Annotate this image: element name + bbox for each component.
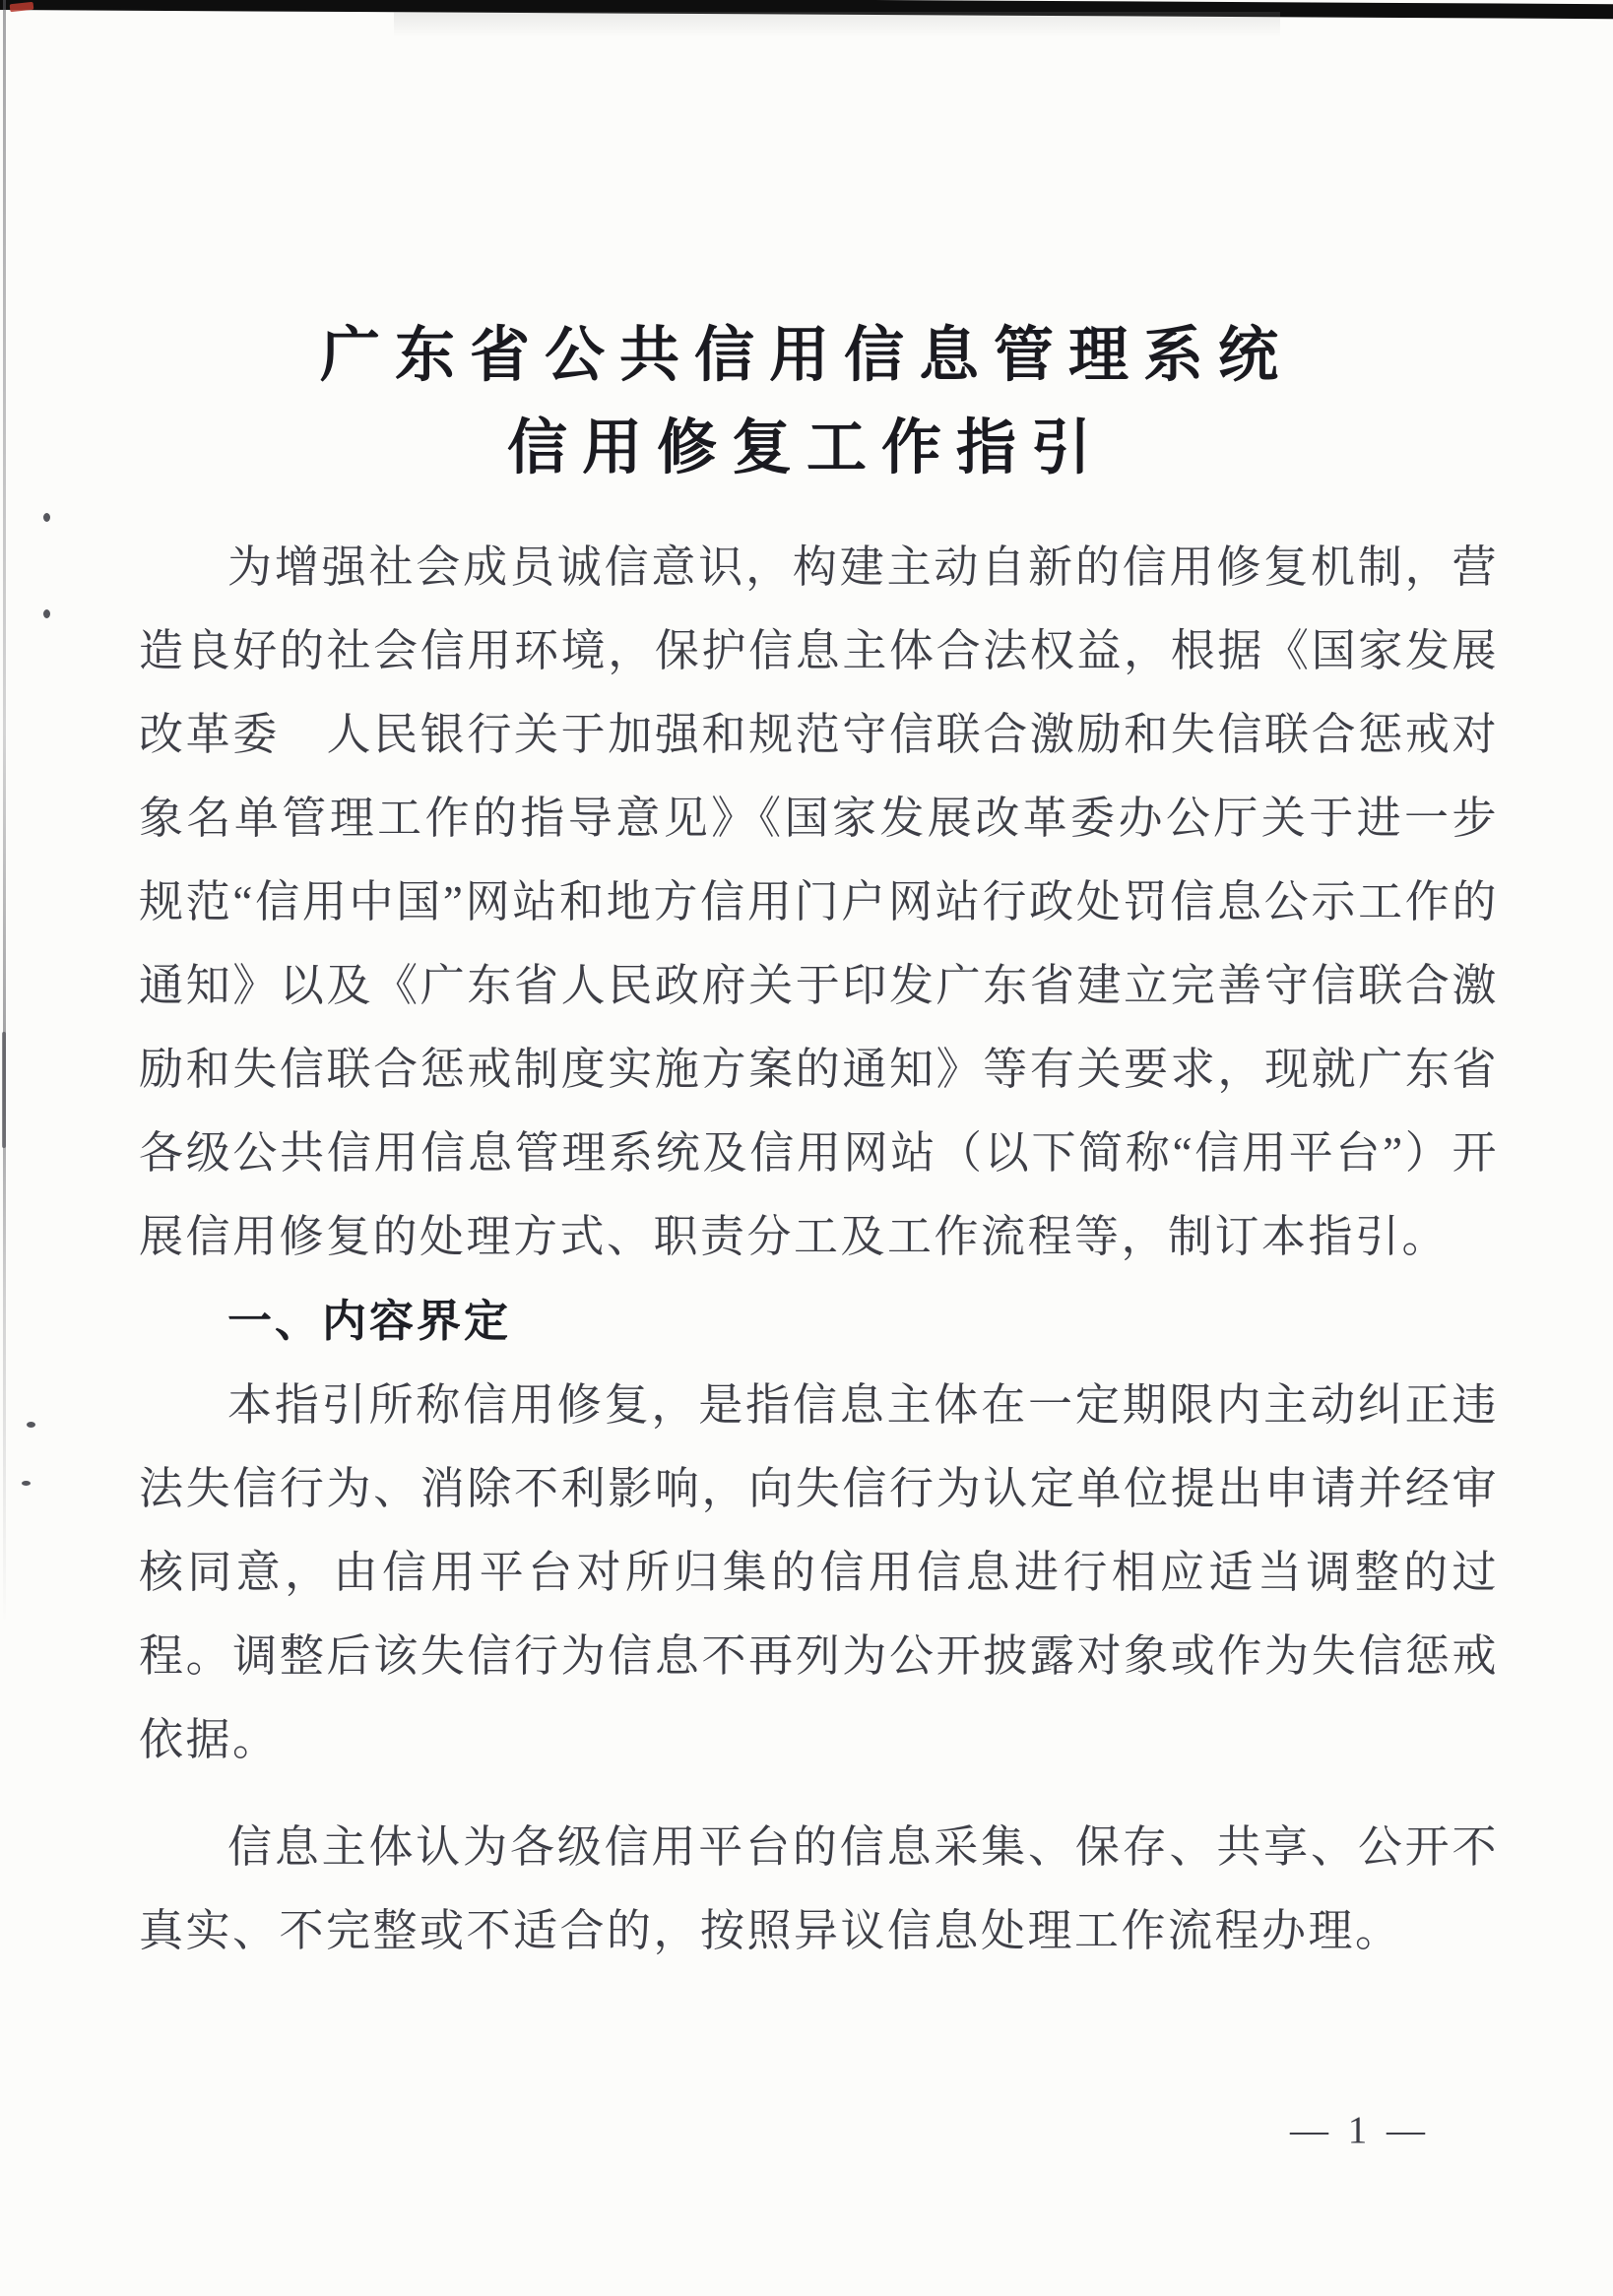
objection-paragraph: 信息主体认为各级信用平台的信息采集、保存、共享、公开不真实、不完整或不适合的，按照异议信息处理工作流程办理。 [139,1822,1499,1955]
scan-speck [43,609,50,618]
document-title-line2: 信用修复工作指引 [506,413,1106,480]
scan-artifact-left-dark-segment [2,1032,6,1148]
definition-paragraph: 本指引所称信用修复，是指信息主体在一定期限内主动纠正违法失信行为、消除不利影响，向失信行为认定单位提出申请并经审核同意，由信用平台对所归集的信用信息进行相应适当调整的过程。调整后该失信行为信息不再列为公开披露对象或作为失信惩戒依据。 [139,1380,1499,1764]
scan-shadow [394,12,1280,37]
document-title-line1: 广东省公共信用信息管理系统 [319,320,1293,388]
scan-artifact-red-mark [10,2,34,12]
scan-speck [43,513,50,522]
section-heading-content-definition: 一、内容界定 [227,1296,512,1346]
intro-paragraph: 为增强社会成员诚信意识，构建主动自新的信用修复机制，营造良好的社会信用环境，保护信息主体合法权益，根据《国家发展改革委 人民银行关于加强和规范守信联合激励和失信联合惩戒对象名单管理工作的指导意见》《国家发展改革委办公厅关于进一步规范“信用中国”网站和地方信用门户网站行政处罚信息公示工作的通知》以及《广东省人民政府关于印发广东省建立完善守信联合激励和失信联合惩戒制度实施方案的通知》等有关要求，现就广东省各级公共信用信息管理系统及信用网站（以下简称“信用平台”）开展信用修复的处理方式、职责分工及工作流程等，制订本指引。 [139,542,1499,1261]
scan-speck [27,1422,35,1428]
document-body [139,526,1499,1973]
page-number: — 1 — [1290,2109,1430,2151]
scan-artifact-left-line [3,0,6,1625]
scan-speck [22,1481,31,1486]
document-title [0,308,1613,493]
